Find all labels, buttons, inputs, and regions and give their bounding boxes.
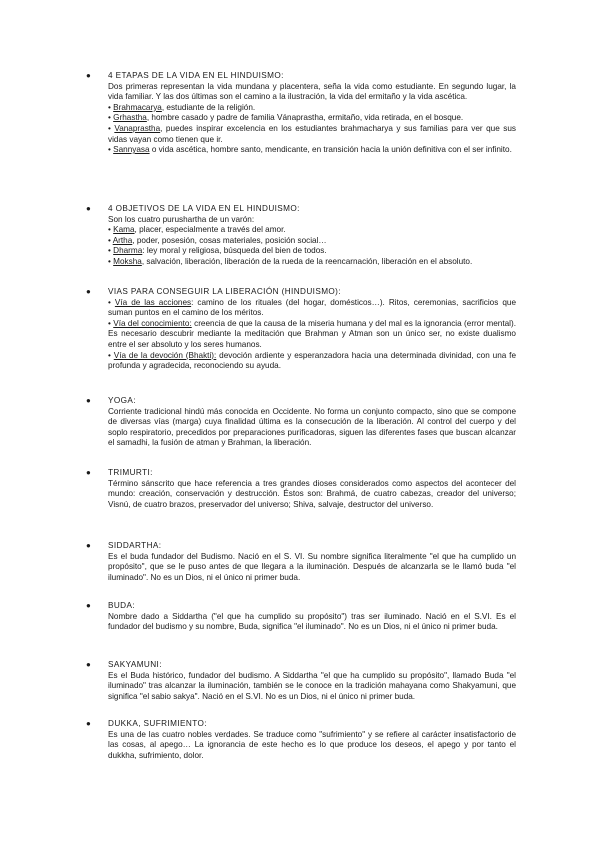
- bullet-icon: ●: [86, 396, 91, 405]
- section-vias: [86, 287, 516, 372]
- list-item: [108, 103, 516, 114]
- item-text: : camino de los rituales (del hogar, domésticos…). Ritos, ceremonias, sacrificios que suman puntos en el camino de los méritos.: [108, 297, 516, 318]
- item-marker: •: [108, 350, 114, 360]
- section-paragraph: Son los cuatro purushartha de un varón:: [108, 214, 255, 224]
- item-text: creencia de que la causa de la miseria humana y del mal es la ignorancia (error mental). Es necesario descubrir mediante la meditación que Brahman y Atman son un único ser, no existe dualismo entre el ser absoluto y los seres humanos.: [108, 318, 517, 349]
- section-content: [108, 468, 516, 510]
- section-content: [108, 660, 516, 702]
- item-text: , hombre casado y padre de familia Vánaprastha, ermitaño, vida retirada, en el bosque.: [146, 113, 464, 123]
- item-text: : ley moral y religiosa, búsqueda del bien de todos.: [142, 246, 327, 256]
- item-marker: •: [108, 145, 114, 155]
- item-marker: •: [108, 235, 113, 245]
- section-objetivos: [86, 204, 516, 268]
- list-item: [108, 257, 516, 268]
- list-item: [108, 319, 516, 351]
- item-term: Artha: [112, 235, 133, 245]
- section-content: [108, 396, 516, 449]
- section-siddartha: [86, 541, 516, 583]
- section-heading: SAKYAMUNI:: [108, 660, 162, 669]
- bullet-icon: ●: [86, 71, 91, 80]
- section-yoga: [86, 396, 516, 449]
- item-text: , poder, posesión, cosas materiales, posición social…: [132, 235, 327, 245]
- section-etapas: [86, 71, 516, 156]
- list-item: [108, 351, 516, 372]
- item-term: Moksha: [113, 256, 142, 266]
- section-dukka: [86, 719, 516, 761]
- section-trimurti: [86, 468, 516, 510]
- list-item: [108, 246, 516, 257]
- item-term: Vía de las acciones: [114, 297, 192, 307]
- item-text: , salvación, liberación, liberación de la rueda de la reencarnación, liberación en el absoluto.: [141, 256, 473, 266]
- item-marker: •: [108, 113, 114, 123]
- section-heading: SIDDARTHA:: [108, 541, 162, 550]
- list-item: [108, 113, 516, 124]
- section-heading: BUDA:: [108, 601, 136, 610]
- section-heading: 4 OBJETIVOS DE LA VIDA EN EL HINDUISMO:: [108, 204, 300, 213]
- section-content: [108, 719, 516, 761]
- item-term: Kama: [113, 225, 135, 235]
- item-term: Vanaprastha: [114, 123, 161, 133]
- item-text: , estudiante de la religión.: [161, 102, 256, 112]
- section-paragraph: Corriente tradicional hindú más conocida en Occidente. No forma un conjunto compacto, sino que se compone de diversas vías (marga) cuya finalidad última es la consecución de la liberación. Al control del cuerpo y del soplo respiratorio, precedidos por preparaciones purificadoras, siguen las diferentes fases que buscan alcanzar el samadhi, la fusión de atman y Brahman, la liberación.: [108, 406, 516, 448]
- item-marker: •: [108, 256, 114, 266]
- bullet-icon: ●: [86, 719, 91, 728]
- item-text: o vida ascética, hombre santo, mendicante, en transición hacia la unión definitiva con el ser infinito.: [149, 145, 512, 155]
- section-paragraph: Es una de las cuatro nobles verdades. Se traduce como "sufrimiento" y se refiere al carácter insatisfactorio de las cosas, al apego… La ignorancia de este hecho es lo que produce los deseos, el apego y por tanto el dukkha, sufrimiento, dolor.: [108, 729, 516, 760]
- item-marker: •: [108, 123, 115, 133]
- section-heading: 4 ETAPAS DE LA VIDA EN EL HINDUISMO:: [108, 71, 284, 80]
- item-term: Vía de la devoción (Bhakti):: [113, 350, 217, 360]
- section-heading: TRIMURTI:: [108, 468, 153, 477]
- section-content: [108, 204, 516, 268]
- section-content: [108, 71, 516, 156]
- item-term: Sannyasa: [113, 145, 150, 155]
- item-term: Brahmacarya: [113, 102, 162, 112]
- item-marker: •: [108, 318, 114, 328]
- list-item: [108, 124, 516, 145]
- section-content: [108, 541, 516, 583]
- section-paragraph: Nombre dado a Siddartha ("el que ha cumplido su propósito") tras ser iluminado. Nació en el S.VI. Es el fundador del budismo y su nombre, Buda, significa "el iluminado". No es un Dios, ni el único ni primer buda.: [108, 611, 516, 632]
- section-heading: VIAS PARA CONSEGUIR LA LIBERACIÓN (HINDUISMO):: [108, 287, 341, 296]
- item-marker: •: [108, 246, 114, 256]
- item-term: Grhastha: [113, 113, 147, 123]
- bullet-icon: ●: [86, 660, 91, 669]
- section-paragraph: Es el Buda histórico, fundador del budismo. A Siddartha "el que ha cumplido su propósito", llamado Buda "el iluminado" tras alcanzar la iluminación, también se le conoce en la tradición mahayana como Shakyamuni, que significa "el sabio sakya". Nació en el S.VI. No es un Dios, ni el único ni primer buda.: [108, 670, 516, 701]
- section-buda: [86, 601, 516, 633]
- list-item: [108, 145, 516, 156]
- list-item: [108, 236, 516, 247]
- item-text: , puedes inspirar excelencia en los estudiantes brahmacharya y sus familias para ver que sus vidas vayan como tienen que ir.: [108, 123, 516, 144]
- section-heading: DUKKA, SUFRIMIENTO:: [108, 719, 207, 728]
- item-term: Dharma: [113, 246, 143, 256]
- section-paragraph: Es el buda fundador del Budismo. Nació en el S. VI. Su nombre significa literalmente "el que ha cumplido un propósito", que se le puso antes de que llegara a la iluminación. Después de alcanzarla se le llamó buda "el iluminado". No es un Dios, ni el único ni primer buda.: [108, 551, 516, 582]
- list-item: [108, 298, 516, 319]
- item-text: , placer, especialmente a través del amor.: [134, 225, 286, 235]
- section-paragraph: Término sánscrito que hace referencia a tres grandes dioses considerados como aspectos del acontecer del mundo: creación, conservación y destrucción. Éstos son: Brahmá, de cuatro cabezas, creador del universo; Visnú, de cuatro brazos, preservador del universo; Shiva, salvaje, destructor del universo.: [108, 478, 516, 509]
- item-marker: •: [108, 297, 115, 307]
- bullet-icon: ●: [86, 468, 91, 477]
- item-marker: •: [108, 225, 114, 235]
- item-term: Vía del conocimiento:: [113, 318, 192, 328]
- list-item: [108, 225, 516, 236]
- section-content: [108, 287, 516, 372]
- bullet-icon: ●: [86, 601, 91, 610]
- section-paragraph: Dos primeras representan la vida mundana y placentera, seña la vida como estudiante. En segundo lugar, la vida familiar. Y las dos últimas son el camino a la ilustración, la vida del ermitaño y la vida ascética.: [108, 81, 516, 102]
- section-sakyamuni: [86, 660, 516, 702]
- bullet-icon: ●: [86, 541, 91, 550]
- section-heading: YOGA:: [108, 396, 136, 405]
- section-content: [108, 601, 516, 633]
- bullet-icon: ●: [86, 204, 91, 213]
- bullet-icon: ●: [86, 287, 91, 296]
- item-marker: •: [108, 102, 114, 112]
- item-text: devoción ardiente y esperanzadora hacia una determinada divinidad, con una fe profunda y agradecida, reconociendo su ayuda.: [108, 350, 516, 371]
